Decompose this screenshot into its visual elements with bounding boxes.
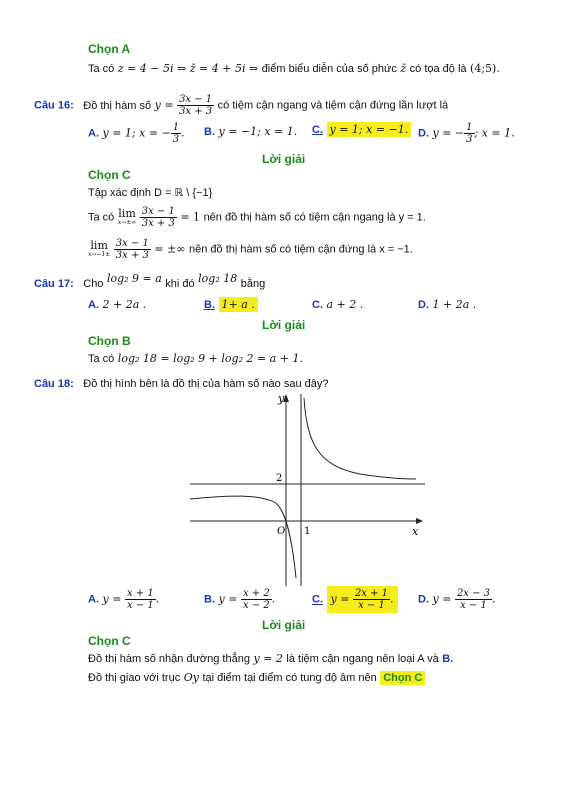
q18-graph (180, 388, 430, 588)
option-y: y = (218, 592, 238, 606)
frac-num: 2x + 1 (354, 588, 389, 599)
q18-option-d[interactable] (418, 588, 496, 611)
option-fraction (241, 588, 272, 611)
q17-line1 (88, 352, 303, 365)
option-fraction (455, 588, 492, 611)
frac-den: x − 1 (460, 600, 487, 611)
line-post: tại điểm tại điểm có tung độ âm nên (202, 672, 377, 684)
option-label: A. (88, 299, 99, 311)
option-label: D. (418, 593, 429, 606)
option-label: B. (204, 126, 215, 138)
option-text: y = − (432, 126, 465, 140)
q18-number: Câu 18: (34, 378, 74, 390)
option-fraction (125, 588, 156, 611)
frac-den: x − 2 (242, 600, 270, 611)
option-post: . (181, 126, 185, 140)
frac-num: x + 2 (242, 588, 270, 599)
q17-khi-do: khi đó (165, 278, 195, 290)
q16-frac-num: 3x − 1 (179, 94, 213, 105)
option-post: . (155, 592, 160, 606)
option-text: y = 1; x = − (102, 126, 171, 140)
q18-line2 (88, 671, 425, 684)
q16-loi-giai: Lời giải (262, 152, 306, 166)
lim-word: lim (118, 206, 136, 220)
q17-cho: Cho (83, 278, 104, 290)
option-label: D. (418, 299, 429, 311)
frac-num: 2x − 3 (456, 588, 491, 599)
line-pre: Ta có (88, 211, 115, 224)
top-zbar: z̄ (400, 62, 407, 75)
line-pre: Ta có (88, 353, 115, 365)
option-text: 2 + 2a . (102, 298, 147, 311)
q16-line3 (88, 238, 413, 261)
frac-num: x + 1 (126, 588, 154, 599)
lim-sub: x→±∞ (117, 218, 137, 226)
option-text: y = −1; x = 1. (218, 125, 298, 138)
line-chon-highlight: Chọn C (380, 671, 425, 685)
frac-den: 3 (172, 134, 180, 145)
q16-tail: có tiệm cận ngang và tiệm cận đứng lần lượt là (217, 99, 449, 112)
q16-chon: Chọn C (88, 168, 131, 182)
line-pre: Đồ thị hàm số nhận đường thẳng (88, 653, 250, 665)
q17-option-b[interactable] (204, 298, 258, 311)
q16-option-a[interactable] (88, 122, 185, 145)
frac-den: 3 (466, 134, 473, 145)
option-fraction (353, 588, 390, 611)
option-fraction (171, 122, 181, 145)
q16-line2 (88, 206, 426, 229)
option-fraction (464, 122, 474, 145)
option-label: B. (204, 299, 215, 311)
frac-den: x − 1 (126, 600, 154, 611)
option-label: C. (312, 299, 323, 311)
line-fraction (114, 238, 151, 261)
graph-tick-one: 1 (304, 526, 311, 537)
line-post: là tiệm cận ngang nên loại A và (286, 653, 439, 665)
limit (88, 238, 111, 259)
x-axis-arrow (416, 518, 423, 524)
q18-chon: Chọn C (88, 634, 131, 648)
option-post: . (390, 592, 394, 606)
q17-question (34, 272, 266, 290)
option-text-highlighted: 1+ a . (219, 297, 258, 312)
q16-option-b[interactable] (204, 125, 297, 138)
option-post: . (271, 592, 276, 606)
q16-question (34, 94, 448, 117)
top-text2: có tọa độ là (409, 63, 467, 75)
lim-sub: x→−1± (88, 250, 111, 258)
frac-den: 3x + 3 (115, 250, 149, 261)
frac-num: 1 (466, 122, 473, 133)
q17-number: Câu 17: (34, 278, 74, 290)
q17-option-d[interactable] (418, 298, 476, 311)
frac-den: 3x + 3 (141, 218, 175, 229)
top-text1: điểm biểu diễn của số phức (261, 63, 397, 75)
option-label: D. (418, 127, 429, 140)
option-label: A. (88, 127, 99, 140)
line-eq: = ±∞ (154, 242, 186, 256)
line-pre: Đồ thị giao với trục (88, 672, 181, 684)
option-y: y = (330, 592, 350, 606)
q18-option-a[interactable] (88, 588, 159, 611)
line-math: Oy (183, 671, 199, 684)
option-text: a + 2 . (326, 298, 364, 311)
line-post: nên đồ thị hàm số có tiệm cận đứng là x = −1. (189, 243, 413, 256)
q16-option-d[interactable] (418, 122, 515, 145)
line-eq: = 1 (180, 210, 201, 224)
option-y: y = (102, 592, 122, 606)
option-y: y = (432, 592, 452, 606)
option-post: . (492, 592, 496, 606)
top-ta-co: Ta có (88, 63, 115, 75)
graph-tick-two: 2 (276, 473, 283, 484)
option-label: B. (204, 593, 215, 606)
q17-option-c[interactable] (312, 298, 363, 311)
q17-chon: Chọn B (88, 334, 131, 348)
option-label: C. (312, 593, 323, 606)
option-text: 1 + 2a . (432, 298, 477, 311)
q18-option-c[interactable] (312, 586, 398, 613)
curve-right-branch (304, 398, 416, 479)
top-solution-line (88, 62, 500, 75)
line-b-label: B. (442, 653, 454, 665)
graph-y-label: y (278, 392, 285, 405)
q16-y-eq: y = (154, 98, 174, 112)
line-math: log₂ 18 = log₂ 9 + log₂ 2 = a + 1. (117, 352, 303, 365)
q17-log1: log₂ 9 = a (106, 272, 162, 285)
limit (117, 206, 137, 227)
top-expr: z = 4 − 5i ⇒ z̄ = 4 + 5i ⇒ (117, 62, 259, 75)
q17-bang: bằng (240, 278, 266, 290)
option-text-highlighted: y = 1; x = −1. (327, 122, 412, 137)
option-label: C. (312, 124, 323, 136)
q16-lead: Đồ thị hàm số (83, 99, 152, 112)
q16-number: Câu 16: (34, 99, 74, 112)
option-post: ; x = 1. (474, 126, 515, 140)
q18-option-b[interactable] (204, 588, 275, 611)
line-post: nên đồ thị hàm số có tiệm cận ngang là y = 1. (203, 211, 426, 224)
frac-num: 3x − 1 (141, 206, 175, 217)
q18-text: Đồ thị hình bên là đồ thị của hàm số nào sau đây? (83, 378, 329, 390)
top-point: (4;5). (470, 62, 500, 75)
frac-num: 3x − 1 (115, 238, 149, 249)
curve-left-branch (190, 496, 296, 578)
q18-line1 (88, 652, 453, 665)
graph-x-label: x (412, 525, 419, 538)
q17-option-a[interactable] (88, 298, 146, 311)
line-math: y = 2 (253, 652, 283, 665)
lim-word: lim (90, 238, 108, 252)
option-highlight (327, 586, 398, 613)
top-chon-label: Chọn A (88, 42, 131, 56)
q17-log2: log₂ 18 (198, 272, 238, 285)
frac-den: x − 1 (358, 600, 385, 611)
line-fraction (140, 206, 177, 229)
frac-num: 1 (172, 122, 180, 133)
q18-loi-giai: Lời giải (262, 618, 306, 632)
option-label: A. (88, 593, 99, 606)
q16-frac-den: 3x + 3 (179, 106, 213, 117)
q17-loi-giai: Lời giải (262, 318, 306, 332)
q16-fraction (177, 94, 214, 117)
q16-option-c[interactable] (312, 123, 411, 136)
graph-origin-label: O (277, 526, 286, 537)
q16-line1: Tập xác định D = ℝ \ {−1} (88, 187, 213, 199)
